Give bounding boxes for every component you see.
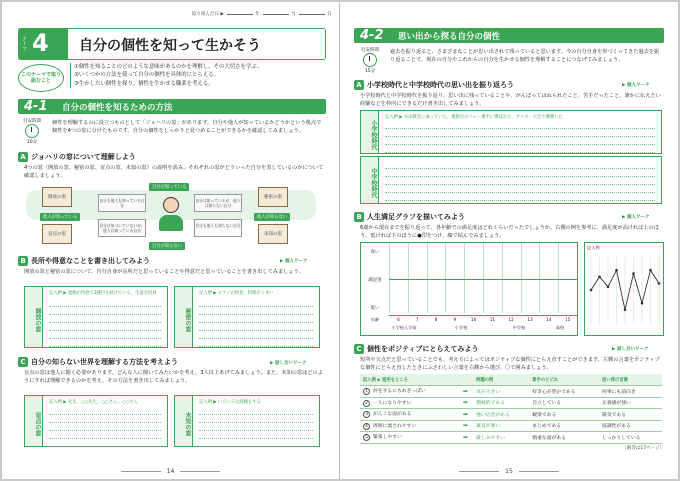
panel-unknown-label: 未知の窓 [175, 396, 193, 446]
example-point [607, 285, 610, 288]
arrow-right-icon: ➡ [458, 432, 474, 444]
table-row [360, 386, 662, 398]
panel-open-label: 開放の窓 [25, 287, 43, 347]
section-number: 4-2 [360, 28, 384, 43]
sub-a-badge: A [18, 152, 28, 162]
example-point [632, 272, 635, 275]
time-badge [18, 118, 46, 145]
example-point [615, 269, 618, 272]
panel-unknown[interactable] [174, 395, 320, 447]
example-line [585, 243, 663, 335]
panel-blind[interactable] [24, 395, 168, 447]
sub-c2-text: 短所や欠点だと思っていることでも、考え方によってはポジティブな個性にとらえ直すことができます。左側の言葉をポジティブな個性にとらえ直したときにふさわしい言葉を右側から選び、〇で囲みましょう。 [360, 357, 660, 372]
window-open: 開放の窓 [42, 187, 72, 207]
row-number: 1 [363, 388, 370, 395]
panel-junior[interactable] [360, 156, 662, 204]
sub-a-text: 4つの窓（開放の窓、秘密の窓、盲点の窓、未知の窓）の説明を読み、それぞれの窓がどういった自分を表しているのかについて確認しましょう。 [24, 165, 324, 180]
stage-elementary: 小学校 [454, 325, 468, 330]
example-graph [584, 242, 664, 336]
positive-choice[interactable]: 協調性がある [599, 420, 662, 432]
sub-b2-text: 6歳から現在までを振り返って、各年齢での満足度はどれくらいだったでしょうか。右側の例を参考に、満足度が高ければ上のほう、低ければ下のほうに●印をつけ、線で結んでみましょう。 [360, 225, 659, 240]
col-shortcoming: 記入例 ▶ 短所をところ [360, 374, 458, 386]
section-4-1-heading [18, 99, 326, 114]
panel-elementary-label: 小学校時代 [361, 111, 379, 153]
stage-preschool: 小学校入学前 [391, 325, 417, 330]
satisfaction-graph[interactable] [360, 242, 578, 336]
example-point [598, 276, 601, 279]
stage-high: 高校 [555, 325, 565, 330]
shortcoming-text: 周囲に流されやすい [373, 423, 417, 429]
sub-a2-title: 小学校時代と中学校時代の思い出を振り返ろう [367, 81, 514, 89]
desc-open: 自分も他人も知っている自分 [98, 194, 146, 212]
month-blank[interactable] [263, 14, 289, 15]
desc-secret: 自分は知っているが、他人は知らない自分 [194, 194, 242, 212]
sub-b-heading [18, 256, 150, 267]
work-tag-c2: ▶ 話し合いワーク [612, 347, 649, 352]
example-point [624, 309, 627, 312]
section-title: 自分の個性を知るための方法 [62, 103, 173, 113]
label-self-know: 自分が知っている [149, 183, 189, 191]
window-unknown: 未知の窓 [258, 224, 288, 244]
label-self-unknown: 自分が知らない [149, 242, 185, 250]
positive-example: 素直が強い [473, 420, 529, 432]
record-date [192, 11, 332, 17]
window-secret: 秘密の窓 [258, 187, 288, 207]
col-choice-b: 思い浮び言葉 [599, 374, 662, 386]
label-other-unknown: 他人が知らない [254, 213, 290, 221]
positive-table [360, 374, 662, 444]
age-tick: 7 [415, 317, 419, 322]
sub-b2-title: 人生満足グラフを描いてみよう [367, 213, 465, 221]
panel-secret-example: 記入例 ▶ ピアノが得意、料理がうまい [199, 291, 274, 296]
table-row [360, 420, 662, 432]
window-blind: 盲点の窓 [42, 224, 72, 244]
arrow-right-icon: ➡ [458, 409, 474, 421]
goal-2: ②いくつかの方法を使って自分の個性を具体的にとらえる。 [74, 72, 219, 79]
sub-a-title: ジョハリの窓について理解しよう [31, 153, 136, 161]
example-label: 記入例 [587, 245, 600, 250]
panel-elementary-example: 記入例 ▶ 水泳教室に通っていた、運動会のリレー選手に選ばれた、サッカー大会で優勝した [385, 115, 563, 120]
theme-tag-label: テーマ [21, 36, 27, 51]
stage-junior: 中学校 [512, 325, 526, 330]
theme-heading [18, 28, 326, 60]
work-tag-b: ▶ 個人ワーク [280, 259, 308, 264]
arrow-right-icon: ➡ [458, 420, 474, 432]
theme-number: 4 [32, 29, 49, 57]
positive-choice[interactable]: まじめである [529, 420, 599, 432]
section-number: 4-1 [24, 99, 48, 114]
age-tick: 6 [397, 317, 400, 322]
year-label: 年 [255, 12, 260, 17]
goal-1: ①個性を知ることのどのような意味があるのかを理解し、その大切さを学ぶ。 [74, 64, 263, 70]
day-blank[interactable] [299, 14, 325, 15]
section-4-1-text: 個性を理解するのに役立つものとして「ジョハリの窓」があります。自分や他人が知っているかどうかという視点で個性を4つの窓に分けたものです。自分の個性をしっかりと見つめることができるかを確認してみましょう。 [52, 120, 322, 135]
age-tick: 9 [453, 317, 457, 322]
sub-c-title: 自分の知らない世界を理解する方法を考えよう [31, 358, 178, 366]
label-other-know: 他人が知っている [40, 213, 80, 221]
positive-choice[interactable]: 何事にも前向き [599, 386, 662, 398]
positive-choice[interactable]: 自立している [529, 397, 599, 409]
goal-3: ③生かしたい個性を探り、個性を生かせる職業を考える。 [74, 80, 214, 87]
example-point [649, 269, 652, 272]
page-right [340, 2, 678, 479]
graph-midline [389, 279, 577, 280]
shortcoming-text: 緊張しやすい [373, 435, 402, 441]
col-choice-a: 素手のとどれ [529, 374, 599, 386]
sub-b-text: 開放の窓と秘密の窓について、自分自身が長所だと思っていることや得意だと思っていることを書き出してみましょう。 [24, 269, 304, 275]
arrow-right-icon: ➡ [458, 386, 474, 398]
table-row [360, 397, 662, 409]
page-number-left: 14 [2, 468, 339, 475]
sub-b2-badge: B [354, 212, 364, 222]
positive-choice[interactable]: 陽気である [599, 409, 662, 421]
age-tick: 12 [508, 317, 514, 322]
day-label: 日 [327, 12, 332, 17]
work-tag-c: ▶ 話し合いワーク [270, 361, 307, 366]
col-example: 例題の例 [473, 374, 529, 386]
work-tag-b2: ▶ 個人ワーク [622, 215, 650, 220]
sub-a2-heading [354, 80, 514, 91]
sub-b-badge: B [18, 256, 28, 266]
sub-b-title: 長所や得意なことを書き出してみよう [31, 257, 150, 265]
panel-open[interactable] [24, 286, 168, 348]
time-value: 10分 [26, 140, 38, 145]
sub-a2-text: 小学校時代と中学校時代を振り返り、思い出に残っていることや、がんばってはねられたこと、苦手だったこと、誰かに伝えたい経験などを枠内にできるだけ書き出してみましょう。 [360, 93, 661, 108]
sub-a2-badge: A [354, 80, 364, 90]
positive-example: 厳しみやすい [473, 432, 529, 444]
age-tick: 10 [470, 317, 477, 322]
sub-c-text: 盲点の窓は他人に聞く必要があります。どんな人に聞いてみたいかを考え、3人以上あげてみましょう。また、未知の窓はどのようにすれば理解できるのかを考え、その方法を書き出してみましょう。 [24, 370, 323, 385]
page-left [2, 2, 340, 479]
clock-icon [363, 53, 377, 67]
time-label: 目安時間 [23, 119, 41, 124]
time-badge [356, 47, 384, 74]
section-4-2-text: 過去を振り返ると、さまざまなことが思い出されて残っていると思います。今の自分自身を形づくってきた過去を振り返ることで、現在の自分やこれからの自分を生かせる個性を理解することにつなげてみましょう。 [390, 49, 660, 64]
positive-choice[interactable]: 好奇心が豊かである [529, 386, 599, 398]
row-number: 3 [363, 411, 370, 418]
panel-secret[interactable] [174, 286, 320, 348]
example-point [641, 302, 644, 305]
shortcoming-text: 何をするにもあきっぽい [373, 389, 426, 395]
sub-b2-heading [354, 212, 465, 223]
sub-c-heading [18, 357, 178, 368]
clock-icon [25, 124, 39, 138]
row-number: 5 [363, 434, 370, 441]
example-point [658, 282, 661, 285]
desc-unknown: 自分も他人も知らない自分 [194, 219, 242, 237]
panel-unknown-example: 記入例 ▶ いろいろな経験をする [199, 400, 261, 405]
positive-choice[interactable]: 正義感が強い [599, 397, 662, 409]
panel-secret-label: 秘密の窓 [175, 287, 193, 347]
month-label: 月 [291, 12, 296, 17]
sub-c2-title: 個性をポジティブにとらえてみよう [367, 345, 479, 353]
graph-axis [389, 315, 577, 316]
time-label: 目安時間 [361, 48, 379, 53]
section-title: 思い出から探る自分の個性 [398, 32, 501, 42]
age-tick: 13 [527, 317, 533, 322]
table-row [360, 432, 662, 444]
book-spread [2, 2, 678, 479]
y-high: 高い [370, 250, 380, 255]
year-blank[interactable] [227, 14, 253, 15]
age-tick: 8 [434, 317, 438, 322]
graph-columns [389, 243, 577, 313]
shortcoming-text: 一人になりやすい [373, 400, 412, 406]
y-low: 低い [370, 306, 380, 311]
page-number-right: 15 [340, 468, 678, 475]
theme-title: 自分の個性を知って生かそう [79, 38, 261, 54]
positive-example: 気が大きい [473, 386, 529, 398]
positive-example: 強い信念がある [473, 409, 529, 421]
y-mid: 満足度 [368, 278, 382, 283]
theme-bubble: このテーマで取り組むこと [18, 64, 64, 92]
positive-choice[interactable]: 観察である [529, 409, 599, 421]
arrow-right-icon: ➡ [458, 397, 474, 409]
panel-elementary[interactable] [360, 110, 662, 154]
sub-c2-heading [354, 344, 478, 355]
row-number: 4 [363, 423, 370, 430]
theme-goals [70, 63, 262, 88]
age-tick: 14 [546, 317, 552, 322]
record-label: 取り組んだ日 ▶ [192, 12, 224, 17]
answer-note: （解答は17ページ） [622, 446, 664, 451]
section-4-2-heading [354, 28, 664, 43]
row-number: 2 [363, 400, 370, 407]
example-point [590, 289, 593, 292]
age-tick: 11 [489, 317, 496, 322]
panel-blind-example: 記入例 ▶ 先生、○○先生、○○さん、○○さん [49, 400, 138, 405]
desc-blind: 自分は気づいていないが、他人は知っている自分 [98, 219, 146, 237]
age-tick: 15 [564, 317, 571, 322]
panel-open-example: 記入例 ▶ 運動が得意で3種目を続けている、生徒会役員 [49, 291, 157, 296]
time-value: 15分 [364, 69, 376, 74]
positive-choice[interactable]: 慎重な面がある [529, 432, 599, 444]
sub-c2-badge: C [354, 344, 364, 354]
positive-choice[interactable]: しっかりしている [599, 432, 662, 444]
work-tag-a2: ▶ 個人ワーク [622, 83, 650, 88]
shortcoming-text: がんこな面がある [373, 412, 412, 418]
age-label: 年齢 [370, 317, 380, 322]
table-row [360, 409, 662, 421]
sub-a-heading [18, 152, 136, 163]
sub-c-badge: C [18, 357, 28, 367]
panel-blind-label: 盲点の窓 [25, 396, 43, 446]
theme-tag [18, 28, 68, 60]
panel-junior-label: 中学校時代 [361, 157, 379, 203]
student-illustration [157, 197, 185, 233]
positive-example: 積極的である [473, 397, 529, 409]
